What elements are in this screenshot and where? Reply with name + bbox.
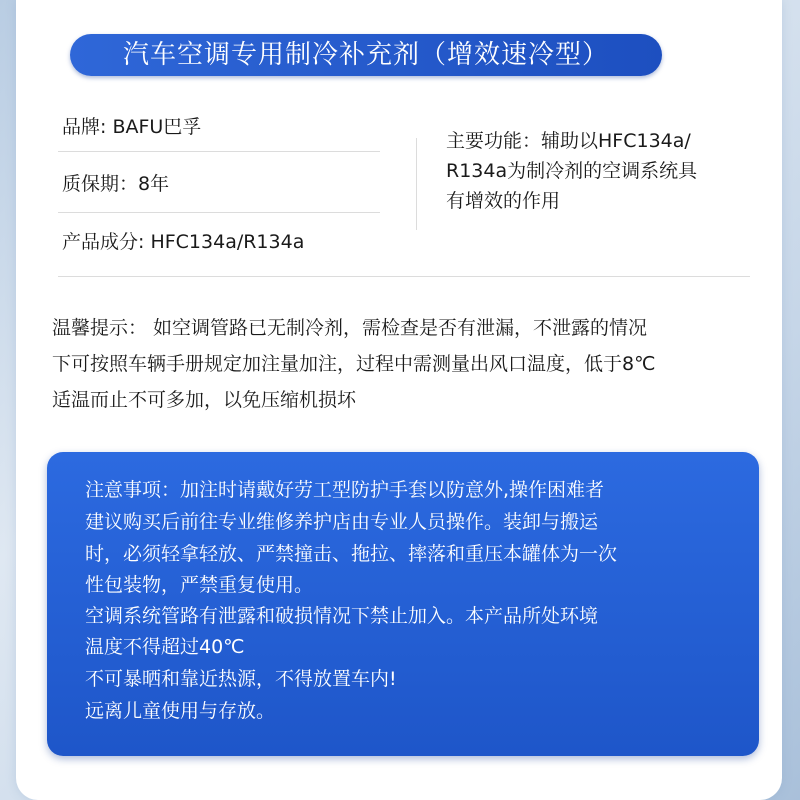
main-function-text bbox=[446, 126, 746, 216]
notice-line: 远离儿童使用与存放。 bbox=[85, 700, 276, 722]
notice-box bbox=[47, 452, 759, 756]
spec-divider bbox=[58, 212, 380, 213]
spec-warranty: 质保期：8年 bbox=[62, 173, 170, 195]
notice-line: 建议购买后前往专业维修养护店由专业人员操作。装卸与搬运 bbox=[85, 511, 599, 533]
function-line: 有增效的作用 bbox=[446, 190, 561, 212]
spec-ingredient: 产品成分: HFC134a/R134a bbox=[62, 231, 305, 253]
function-line: R134a为制冷剂的空调系统具 bbox=[446, 160, 698, 182]
tips-line: 温馨提示： 如空调管路已无制冷剂，需检查是否有泄漏，不泄露的情况 bbox=[52, 317, 648, 339]
notice-line: 性包装物，严禁重复使用。 bbox=[85, 574, 314, 596]
notice-line: 不可暴晒和靠近热源，不得放置车内! bbox=[85, 668, 397, 690]
section-divider bbox=[58, 276, 750, 277]
function-line: 主要功能：辅助以HFC134a/ bbox=[446, 130, 691, 152]
product-title: 汽车空调专用制冷补充剂（增效速冷型） bbox=[70, 34, 662, 76]
notice-line: 时，必须轻拿轻放、严禁撞击、拖拉、摔落和重压本罐体为一次 bbox=[85, 543, 618, 565]
tips-line: 下可按照车辆手册规定加注量加注，过程中需测量出风口温度，低于8℃ bbox=[52, 353, 656, 375]
spec-divider bbox=[58, 151, 380, 152]
tips-line: 适温而止不可多加，以免压缩机损坏 bbox=[52, 389, 357, 411]
notice-line: 注意事项：加注时请戴好劳工型防护手套以防意外,操作困难者 bbox=[85, 479, 605, 501]
notice-line: 温度不得超过40℃ bbox=[85, 636, 245, 658]
column-divider bbox=[416, 138, 417, 230]
spec-brand: 品牌: BAFU巴孚 bbox=[62, 116, 202, 138]
warm-tips bbox=[52, 310, 772, 418]
notice-line: 空调系统管路有泄露和破损情况下禁止加入。本产品所处环境 bbox=[85, 605, 599, 627]
